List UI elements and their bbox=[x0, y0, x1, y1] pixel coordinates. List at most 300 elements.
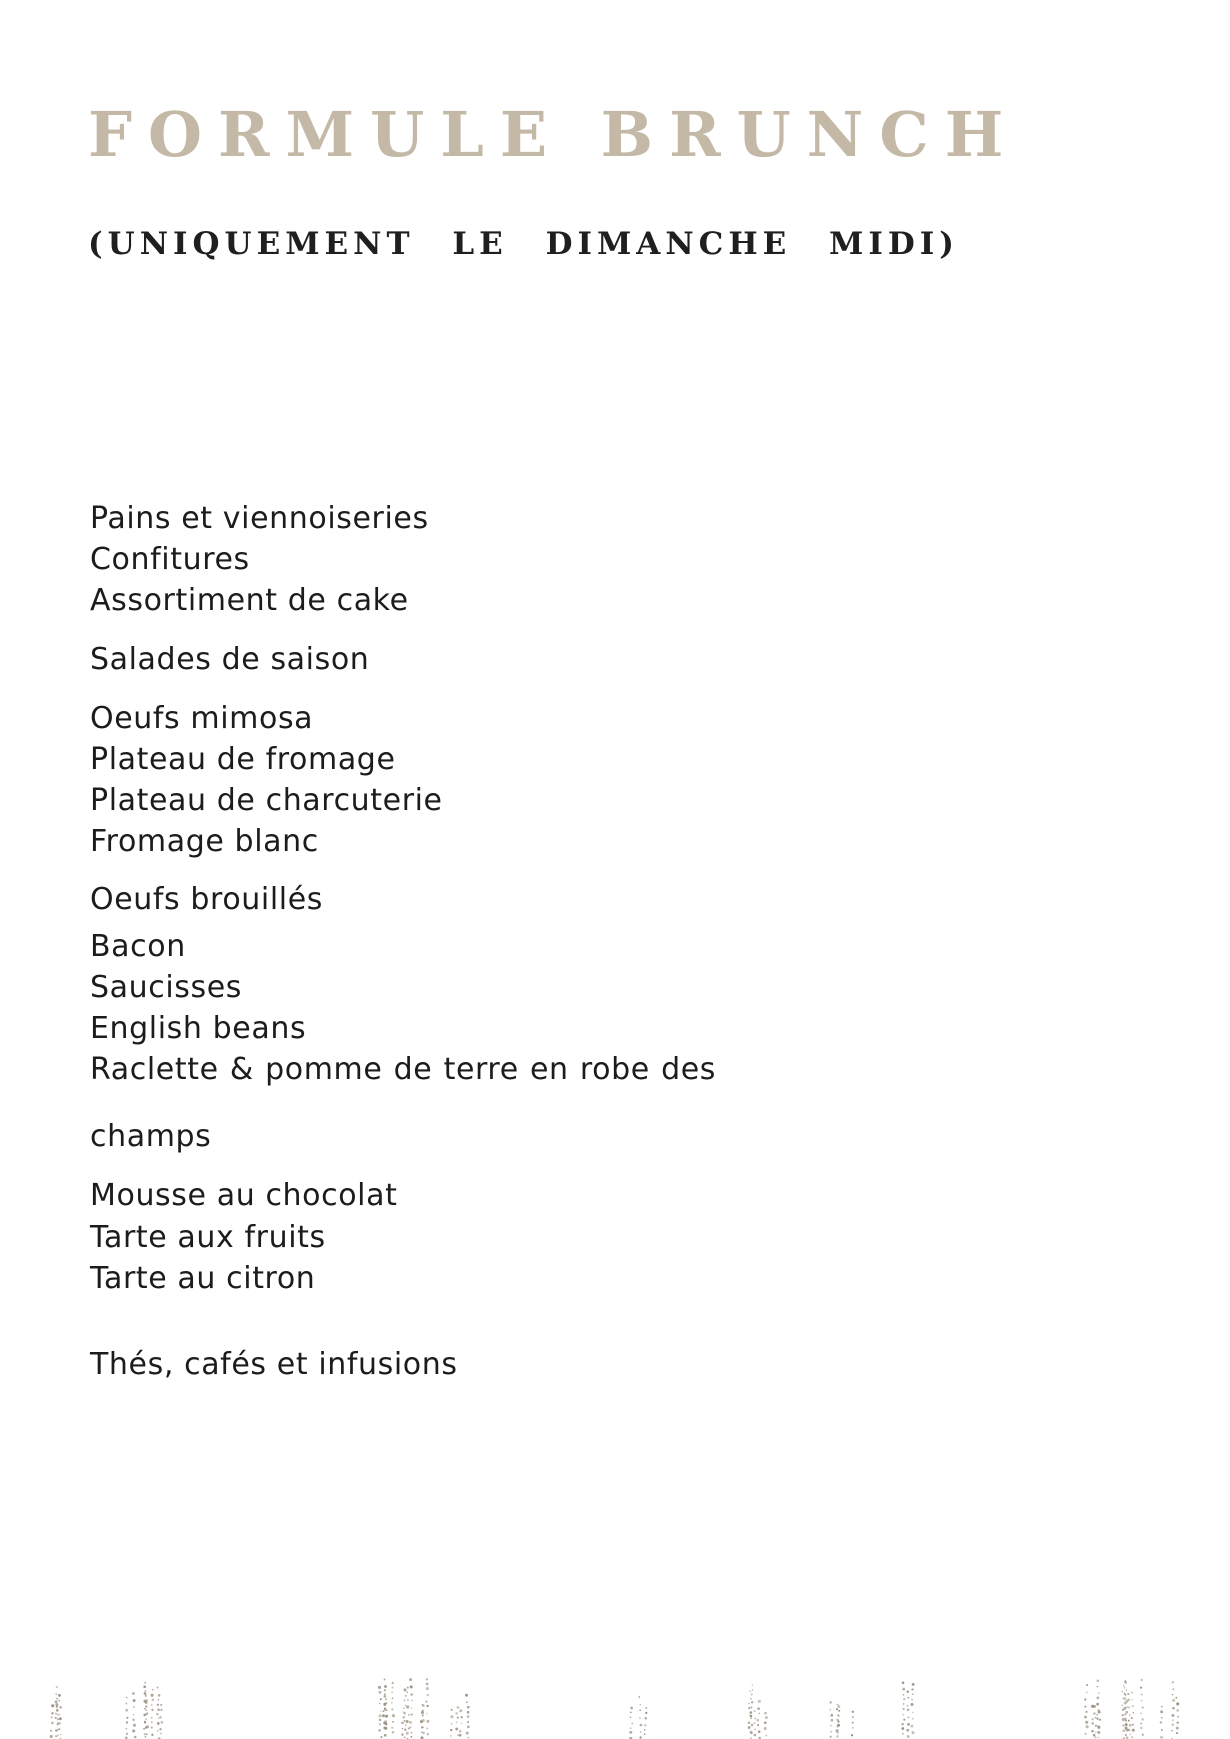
grass-dot bbox=[640, 1704, 641, 1705]
grass-dot bbox=[1124, 1687, 1125, 1688]
grass-dot bbox=[407, 1699, 409, 1701]
grass-dot bbox=[837, 1714, 839, 1716]
grass-dot bbox=[1125, 1734, 1127, 1736]
grass-dot bbox=[57, 1718, 59, 1720]
grass-dot bbox=[829, 1709, 831, 1711]
grass-dot bbox=[758, 1700, 761, 1703]
grass-dot bbox=[830, 1736, 832, 1738]
grass-dot bbox=[378, 1691, 381, 1694]
grass-dot bbox=[410, 1685, 413, 1688]
grass-dot bbox=[409, 1726, 411, 1728]
grass-dot bbox=[1086, 1725, 1089, 1728]
grass-dot bbox=[391, 1691, 393, 1693]
grass-dot bbox=[1176, 1702, 1179, 1705]
grass-dot bbox=[151, 1694, 154, 1697]
grass-dot bbox=[757, 1724, 759, 1726]
grass-dot bbox=[1131, 1736, 1133, 1738]
grass-dot bbox=[450, 1729, 452, 1731]
grass-dot bbox=[1126, 1706, 1128, 1708]
grass-dot bbox=[132, 1692, 135, 1695]
grass-dot bbox=[401, 1721, 404, 1724]
grass-dot bbox=[1161, 1706, 1163, 1708]
grass-dot bbox=[57, 1714, 59, 1716]
grass-dot bbox=[907, 1705, 909, 1707]
grass-dot bbox=[157, 1722, 160, 1725]
grass-dot bbox=[645, 1707, 647, 1709]
grass-dot bbox=[379, 1714, 382, 1717]
grass-dot bbox=[754, 1723, 755, 1724]
grass-dot bbox=[907, 1723, 910, 1726]
grass-dot bbox=[144, 1733, 146, 1735]
grass-dot bbox=[912, 1683, 915, 1686]
grass-dot bbox=[422, 1710, 424, 1712]
grass-dot bbox=[55, 1717, 57, 1719]
grass-dot bbox=[639, 1736, 641, 1738]
grass-dot bbox=[1172, 1699, 1175, 1702]
grass-dot bbox=[151, 1709, 153, 1711]
grass-dot bbox=[765, 1735, 767, 1737]
grass-dot bbox=[640, 1724, 643, 1727]
grass-dot bbox=[51, 1716, 53, 1718]
grass-dot bbox=[852, 1727, 854, 1729]
grass-dot bbox=[151, 1721, 153, 1723]
menu-item: Oeufs mimosa bbox=[90, 701, 314, 736]
grass-dot bbox=[467, 1706, 470, 1709]
grass-dot bbox=[158, 1717, 160, 1719]
grass-dot bbox=[750, 1715, 753, 1718]
grass-dot bbox=[156, 1713, 158, 1715]
grass-dot bbox=[629, 1716, 631, 1718]
grass-dot bbox=[1172, 1724, 1174, 1726]
grass-dot bbox=[384, 1726, 386, 1728]
grass-dot bbox=[404, 1700, 406, 1702]
grass-dot bbox=[629, 1731, 632, 1734]
grass-dot bbox=[133, 1706, 135, 1708]
grass-dot bbox=[51, 1704, 54, 1707]
grass-dot bbox=[461, 1716, 463, 1718]
grass-dot bbox=[1099, 1719, 1101, 1721]
grass-dot bbox=[1160, 1736, 1163, 1739]
grass-dot bbox=[1093, 1705, 1096, 1708]
menu-item: Mousse au chocolat bbox=[90, 1178, 398, 1213]
grass-dot bbox=[1091, 1722, 1094, 1725]
grass-dot bbox=[411, 1707, 413, 1709]
grass-dot bbox=[1097, 1731, 1100, 1734]
grass-dot bbox=[405, 1705, 406, 1706]
grass-dot bbox=[459, 1734, 462, 1737]
grass-dot bbox=[467, 1737, 469, 1739]
grass-dot bbox=[384, 1693, 386, 1695]
grass-dot bbox=[426, 1713, 428, 1715]
grass-dot bbox=[384, 1734, 385, 1735]
grass-dot bbox=[1142, 1734, 1144, 1736]
grass-dot bbox=[1084, 1716, 1087, 1719]
grass-dot bbox=[55, 1703, 58, 1706]
grass-dot bbox=[1128, 1729, 1130, 1731]
grass-dot bbox=[1175, 1697, 1177, 1699]
dotted-grass-pattern-icon bbox=[0, 1669, 1230, 1739]
grass-dot bbox=[1176, 1732, 1178, 1734]
grass-dot bbox=[407, 1687, 409, 1689]
grass-dot bbox=[426, 1687, 429, 1690]
grass-dot bbox=[906, 1729, 909, 1732]
grass-dot bbox=[391, 1727, 393, 1729]
grass-dot bbox=[391, 1702, 393, 1704]
grass-dot bbox=[384, 1689, 386, 1691]
grass-dot bbox=[55, 1729, 58, 1732]
menu-item: Tarte aux fruits bbox=[90, 1220, 326, 1255]
grass-dot bbox=[1176, 1727, 1179, 1730]
grass-dot bbox=[1172, 1688, 1174, 1690]
grass-dot bbox=[645, 1717, 647, 1719]
grass-dot bbox=[830, 1731, 832, 1733]
grass-dot bbox=[384, 1685, 387, 1688]
grass-dot bbox=[912, 1712, 913, 1713]
grass-dot bbox=[644, 1724, 646, 1726]
grass-dot bbox=[1131, 1699, 1133, 1701]
grass-dot bbox=[151, 1734, 153, 1736]
grass-dot bbox=[406, 1691, 408, 1693]
grass-dot bbox=[837, 1724, 840, 1727]
grass-dot bbox=[126, 1728, 128, 1730]
grass-dot bbox=[159, 1728, 161, 1730]
menu-item: Raclette & pomme de terre en robe des bbox=[90, 1052, 716, 1087]
grass-dot bbox=[852, 1722, 854, 1724]
grass-dot bbox=[911, 1731, 914, 1734]
grass-dot bbox=[1124, 1701, 1127, 1704]
grass-dot bbox=[902, 1688, 905, 1691]
grass-dot bbox=[644, 1729, 646, 1731]
grass-dot bbox=[1127, 1698, 1130, 1701]
grass-dot bbox=[55, 1693, 57, 1695]
grass-dot bbox=[466, 1701, 468, 1703]
grass-dot bbox=[645, 1712, 647, 1714]
grass-dot bbox=[426, 1705, 428, 1707]
grass-dot bbox=[58, 1694, 61, 1697]
grass-dot bbox=[851, 1734, 853, 1736]
grass-dot bbox=[125, 1709, 128, 1712]
grass-dot bbox=[55, 1713, 57, 1715]
grass-dot bbox=[385, 1698, 387, 1700]
grass-dot bbox=[426, 1678, 428, 1680]
grass-dot bbox=[1129, 1724, 1132, 1727]
grass-dot bbox=[1131, 1692, 1132, 1693]
grass-dot bbox=[1177, 1709, 1179, 1711]
grass-dot bbox=[144, 1692, 147, 1695]
menu-item: Bacon bbox=[90, 929, 186, 964]
grass-dot bbox=[751, 1694, 753, 1696]
grass-dot bbox=[1084, 1706, 1086, 1708]
grass-dot bbox=[764, 1712, 767, 1715]
grass-dot bbox=[644, 1733, 646, 1735]
grass-dot bbox=[1095, 1725, 1097, 1727]
grass-dot bbox=[837, 1704, 839, 1706]
grass-dot bbox=[151, 1704, 153, 1706]
grass-dot bbox=[459, 1709, 462, 1712]
grass-dot bbox=[1125, 1720, 1127, 1722]
grass-dot bbox=[405, 1695, 407, 1697]
grass-dot bbox=[764, 1722, 767, 1725]
grass-dot bbox=[156, 1686, 158, 1688]
grass-dot bbox=[1141, 1693, 1143, 1695]
grass-dot bbox=[1095, 1736, 1097, 1738]
grass-dot bbox=[910, 1703, 913, 1706]
grass-dot bbox=[411, 1736, 413, 1738]
grass-dot bbox=[1122, 1725, 1124, 1727]
grass-dot bbox=[907, 1716, 909, 1718]
grass-dot bbox=[1127, 1693, 1129, 1695]
menu-item: Confitures bbox=[90, 542, 250, 577]
grass-dot bbox=[380, 1698, 382, 1700]
grass-dot bbox=[467, 1711, 470, 1714]
grass-dot bbox=[406, 1720, 409, 1723]
page-subtitle: (UNIQUEMENT LE DIMANCHE MIDI) bbox=[88, 226, 959, 262]
grass-dot bbox=[403, 1711, 404, 1712]
grass-dot bbox=[145, 1695, 147, 1697]
grass-dot bbox=[143, 1728, 145, 1730]
grass-dot bbox=[1125, 1723, 1128, 1726]
grass-dot bbox=[1124, 1707, 1127, 1710]
grass-dot bbox=[1129, 1714, 1130, 1715]
grass-dot bbox=[143, 1714, 146, 1717]
grass-dot bbox=[1161, 1729, 1163, 1731]
grass-dot bbox=[384, 1679, 386, 1681]
grass-dot bbox=[384, 1708, 387, 1711]
grass-dot bbox=[146, 1733, 148, 1735]
grass-dot bbox=[1124, 1680, 1126, 1682]
grass-dot bbox=[1092, 1718, 1094, 1720]
grass-dot bbox=[911, 1699, 913, 1701]
grass-dot bbox=[907, 1697, 909, 1699]
grass-dot bbox=[1160, 1710, 1163, 1713]
grass-dot bbox=[422, 1715, 424, 1717]
grass-dot bbox=[403, 1707, 405, 1709]
grass-dot bbox=[631, 1723, 633, 1725]
grass-dot bbox=[1129, 1734, 1130, 1735]
grass-dot bbox=[852, 1711, 854, 1713]
grass-dot bbox=[50, 1730, 52, 1732]
grass-dot bbox=[836, 1729, 839, 1732]
grass-dot bbox=[836, 1719, 838, 1721]
grass-dot bbox=[427, 1694, 429, 1696]
grass-dot bbox=[56, 1698, 58, 1700]
grass-dot bbox=[161, 1721, 164, 1724]
grass-dot bbox=[765, 1716, 768, 1719]
grass-dot bbox=[1140, 1686, 1142, 1688]
grass-dot bbox=[379, 1723, 381, 1725]
grass-dot bbox=[1126, 1689, 1128, 1691]
grass-dot bbox=[411, 1732, 412, 1733]
grass-dot bbox=[1124, 1697, 1127, 1700]
menu-item: Pains et viennoiseries bbox=[90, 501, 429, 536]
grass-dot bbox=[1141, 1679, 1143, 1681]
grass-dot bbox=[630, 1711, 632, 1713]
grass-dot bbox=[132, 1729, 135, 1732]
grass-dot bbox=[451, 1709, 453, 1711]
grass-dot bbox=[126, 1717, 128, 1719]
grass-dot bbox=[409, 1678, 412, 1681]
grass-dot bbox=[55, 1735, 57, 1737]
page-title: FORMULE BRUNCH bbox=[88, 98, 1020, 171]
grass-dot bbox=[750, 1711, 753, 1714]
grass-dot bbox=[144, 1722, 146, 1724]
grass-dot bbox=[830, 1725, 832, 1727]
grass-dot bbox=[126, 1733, 128, 1735]
menu-item: Plateau de fromage bbox=[90, 742, 396, 777]
grass-dot bbox=[1124, 1693, 1126, 1695]
grass-dot bbox=[457, 1706, 460, 1709]
grass-dot bbox=[450, 1735, 452, 1737]
grass-dot bbox=[383, 1710, 385, 1712]
grass-dot bbox=[754, 1717, 756, 1719]
grass-dot bbox=[465, 1694, 468, 1697]
grass-dot bbox=[1122, 1691, 1123, 1692]
grass-dot bbox=[410, 1713, 413, 1716]
grass-dot bbox=[403, 1688, 406, 1691]
grass-dot bbox=[157, 1708, 160, 1711]
grass-dot bbox=[384, 1735, 386, 1737]
grass-dot bbox=[422, 1726, 424, 1728]
grass-dot bbox=[56, 1706, 58, 1708]
grass-dot bbox=[467, 1715, 470, 1718]
grass-dot bbox=[457, 1734, 459, 1736]
grass-dot bbox=[903, 1719, 905, 1721]
grass-dot bbox=[903, 1703, 905, 1705]
grass-dot bbox=[1096, 1718, 1098, 1720]
grass-dot bbox=[830, 1701, 832, 1703]
grass-dot bbox=[1085, 1721, 1088, 1724]
grass-dot bbox=[757, 1719, 760, 1722]
grass-dot bbox=[901, 1727, 904, 1730]
grass-dot bbox=[467, 1721, 469, 1723]
grass-dot bbox=[836, 1735, 839, 1738]
grass-dot bbox=[1093, 1734, 1096, 1737]
grass-dot bbox=[759, 1713, 760, 1714]
grass-dot bbox=[402, 1728, 403, 1729]
grass-dot bbox=[830, 1714, 833, 1717]
grass-dot bbox=[639, 1709, 641, 1711]
grass-dot bbox=[50, 1735, 53, 1738]
grass-dot bbox=[380, 1710, 381, 1711]
grass-dot bbox=[750, 1718, 751, 1719]
grass-dot bbox=[764, 1727, 767, 1730]
grass-dot bbox=[461, 1723, 462, 1724]
grass-dot bbox=[1141, 1718, 1144, 1721]
grass-dot bbox=[1095, 1717, 1097, 1719]
grass-dot bbox=[750, 1690, 752, 1692]
menu-item: champs bbox=[90, 1119, 212, 1154]
grass-dot bbox=[1131, 1717, 1133, 1719]
menu-item: Salades de saison bbox=[90, 642, 370, 677]
grass-dot bbox=[151, 1727, 153, 1729]
grass-dot bbox=[1133, 1712, 1134, 1713]
grass-dot bbox=[852, 1716, 854, 1718]
grass-dot bbox=[752, 1689, 753, 1690]
grass-dot bbox=[457, 1717, 459, 1719]
grass-dot bbox=[1097, 1726, 1100, 1729]
grass-dot bbox=[1160, 1721, 1163, 1724]
grass-dot bbox=[1098, 1737, 1099, 1738]
grass-dot bbox=[146, 1712, 148, 1714]
grass-dot bbox=[126, 1721, 128, 1723]
grass-dot bbox=[907, 1735, 910, 1738]
grass-dot bbox=[902, 1714, 903, 1715]
menu-item: English beans bbox=[90, 1011, 307, 1046]
grass-dot bbox=[450, 1715, 453, 1718]
grass-dot bbox=[1140, 1723, 1142, 1725]
grass-dot bbox=[1097, 1679, 1100, 1682]
grass-dot bbox=[51, 1712, 54, 1715]
grass-dot bbox=[133, 1714, 135, 1716]
grass-dot bbox=[1132, 1724, 1134, 1726]
grass-dot bbox=[409, 1721, 412, 1724]
grass-dot bbox=[59, 1714, 60, 1715]
grass-dot bbox=[831, 1719, 834, 1722]
grass-dot bbox=[382, 1714, 385, 1717]
grass-dot bbox=[160, 1709, 162, 1711]
grass-dot bbox=[1122, 1729, 1125, 1732]
grass-dot bbox=[158, 1694, 161, 1697]
grass-dot bbox=[1086, 1691, 1088, 1693]
grass-dot bbox=[134, 1736, 137, 1739]
grass-dot bbox=[1125, 1711, 1128, 1714]
grass-dot bbox=[1172, 1719, 1174, 1721]
grass-dot bbox=[157, 1704, 159, 1706]
grass-dot bbox=[379, 1703, 380, 1704]
grass-dot bbox=[750, 1698, 752, 1700]
grass-dot bbox=[1128, 1706, 1130, 1708]
grass-dot bbox=[410, 1693, 413, 1696]
grass-dot bbox=[1132, 1705, 1134, 1707]
grass-dot bbox=[912, 1718, 913, 1719]
grass-dot bbox=[455, 1712, 457, 1714]
grass-dot bbox=[639, 1717, 641, 1719]
grass-dot bbox=[391, 1708, 393, 1710]
grass-dot bbox=[751, 1724, 754, 1727]
grass-dot bbox=[392, 1682, 394, 1684]
grass-dot bbox=[126, 1697, 127, 1698]
grass-dot bbox=[1177, 1716, 1179, 1718]
grass-dot bbox=[748, 1703, 750, 1705]
grass-dot bbox=[1097, 1686, 1099, 1688]
grass-dot bbox=[906, 1690, 908, 1692]
grass-dot bbox=[1124, 1713, 1126, 1715]
grass-dot bbox=[145, 1690, 147, 1692]
grass-dot bbox=[58, 1728, 60, 1730]
grass-dot bbox=[56, 1709, 59, 1712]
grass-dot bbox=[133, 1724, 136, 1727]
grass-dot bbox=[630, 1707, 633, 1710]
grass-dot bbox=[1122, 1718, 1125, 1721]
grass-dot bbox=[406, 1705, 409, 1708]
grass-dot bbox=[751, 1701, 753, 1703]
grass-dot bbox=[1122, 1714, 1124, 1716]
grass-dot bbox=[1141, 1700, 1143, 1702]
grass-dot bbox=[144, 1682, 146, 1684]
grass-dot bbox=[1122, 1705, 1123, 1706]
menu-item: Tarte au citron bbox=[90, 1261, 316, 1296]
grass-dot bbox=[1128, 1720, 1130, 1722]
grass-dot bbox=[160, 1704, 162, 1706]
grass-dot bbox=[1177, 1722, 1179, 1724]
grass-dot bbox=[405, 1724, 407, 1726]
grass-dot bbox=[1096, 1703, 1099, 1706]
grass-dot bbox=[145, 1701, 148, 1704]
grass-dot bbox=[411, 1700, 412, 1701]
grass-dot bbox=[422, 1704, 424, 1706]
grass-dot bbox=[55, 1700, 58, 1703]
grass-dot bbox=[383, 1722, 385, 1724]
